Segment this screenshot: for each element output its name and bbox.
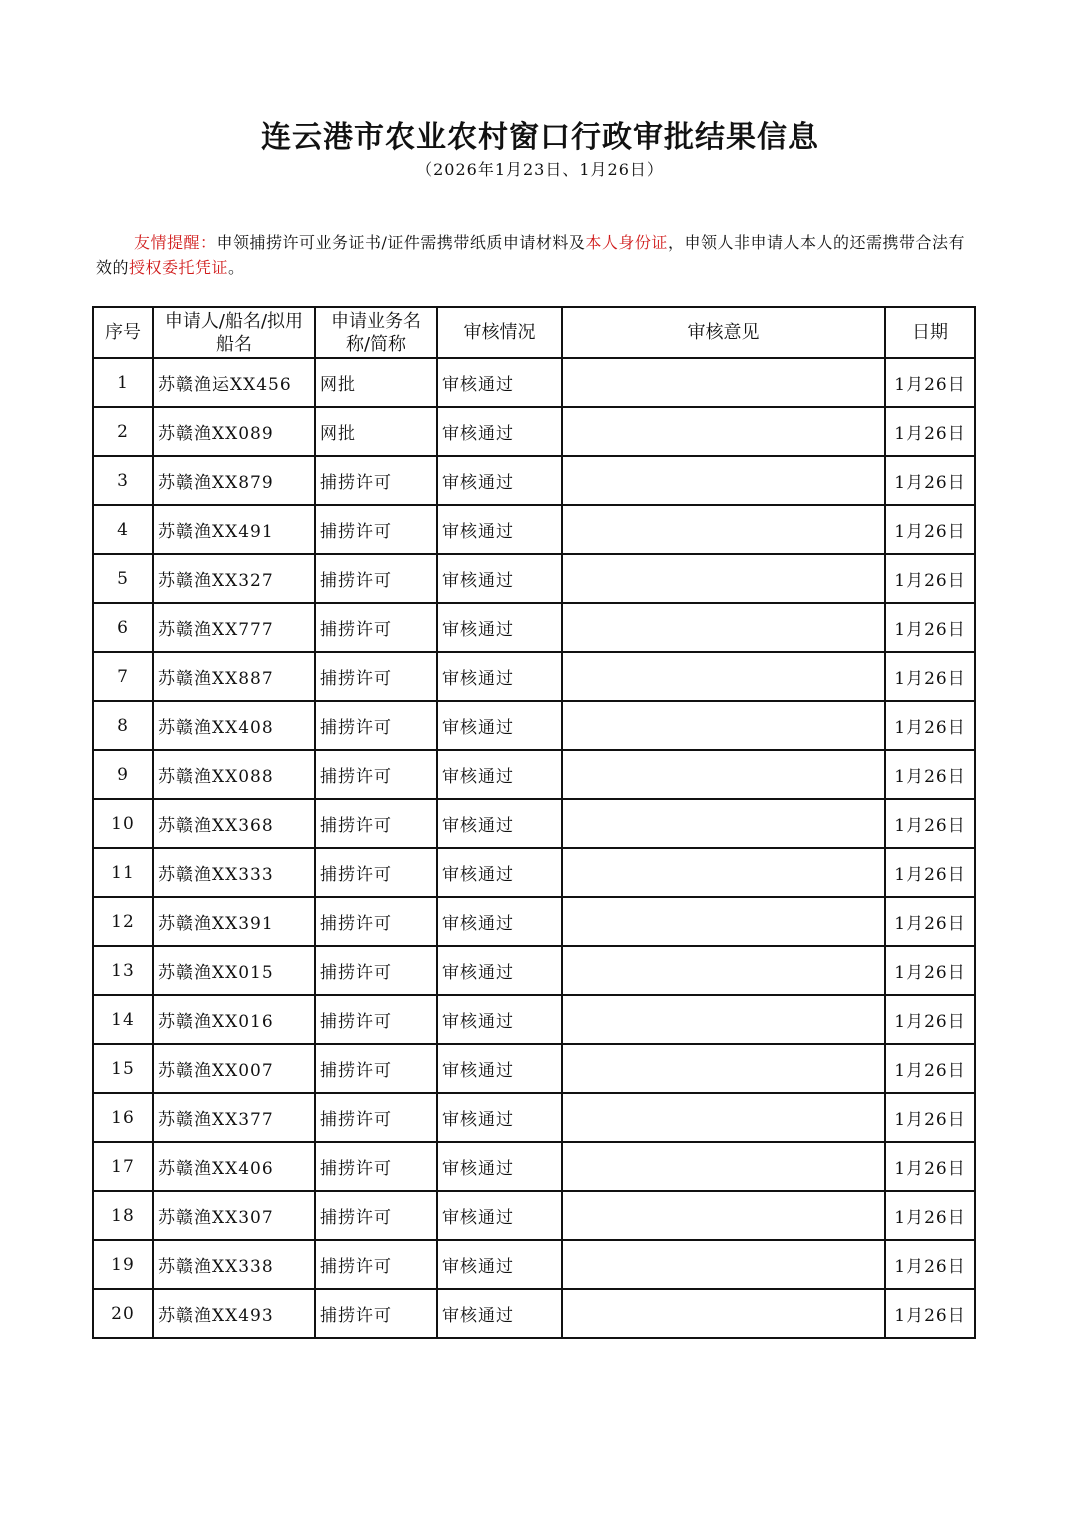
table-row (93, 750, 975, 799)
cell-opinion (562, 407, 885, 456)
cell-business: 捕捞许可 (315, 1044, 437, 1093)
cell-applicant: 苏赣渔运XX456 (153, 358, 315, 407)
cell-applicant: 苏赣渔XX491 (153, 505, 315, 554)
cell-status: 审核通过 (437, 603, 562, 652)
cell-applicant: 苏赣渔XX408 (153, 701, 315, 750)
cell-opinion (562, 1289, 885, 1338)
cell-business: 捕捞许可 (315, 1240, 437, 1289)
cell-status: 审核通过 (437, 1142, 562, 1191)
cell-applicant: 苏赣渔XX007 (153, 1044, 315, 1093)
cell-applicant: 苏赣渔XX088 (153, 750, 315, 799)
cell-business: 捕捞许可 (315, 603, 437, 652)
header-status: 审核情况 (437, 307, 562, 358)
cell-status: 审核通过 (437, 554, 562, 603)
page-title: 连云港市农业农村窗口行政审批结果信息 (261, 120, 819, 155)
cell-status: 审核通过 (437, 897, 562, 946)
cell-applicant: 苏赣渔XX089 (153, 407, 315, 456)
cell-opinion (562, 848, 885, 897)
cell-status: 审核通过 (437, 750, 562, 799)
cell-opinion (562, 1093, 885, 1142)
cell-applicant: 苏赣渔XX391 (153, 897, 315, 946)
table-row (93, 1289, 975, 1338)
cell-business: 捕捞许可 (315, 1093, 437, 1142)
cell-opinion (562, 554, 885, 603)
cell-business: 捕捞许可 (315, 897, 437, 946)
cell-date: 1月26日 (885, 946, 975, 995)
cell-opinion (562, 897, 885, 946)
cell-status: 审核通过 (437, 407, 562, 456)
cell-status: 审核通过 (437, 1289, 562, 1338)
table-row (93, 1240, 975, 1289)
notice-highlight-authorization: 授权委托凭证 (129, 258, 229, 277)
cell-applicant: 苏赣渔XX015 (153, 946, 315, 995)
cell-date: 1月26日 (885, 750, 975, 799)
cell-status: 审核通过 (437, 701, 562, 750)
cell-date: 1月26日 (885, 652, 975, 701)
cell-status: 审核通过 (437, 995, 562, 1044)
cell-applicant: 苏赣渔XX307 (153, 1191, 315, 1240)
cell-opinion (562, 652, 885, 701)
cell-applicant: 苏赣渔XX493 (153, 1289, 315, 1338)
cell-applicant: 苏赣渔XX406 (153, 1142, 315, 1191)
cell-no: 16 (93, 1093, 153, 1142)
page-subtitle: （2026年1月23日、1月26日） (416, 160, 664, 179)
notice-label: 友情提醒： (134, 233, 217, 252)
cell-opinion (562, 358, 885, 407)
cell-opinion (562, 799, 885, 848)
table-body (93, 358, 975, 1338)
cell-business: 捕捞许可 (315, 505, 437, 554)
cell-business: 捕捞许可 (315, 848, 437, 897)
cell-no: 1 (93, 358, 153, 407)
cell-business: 捕捞许可 (315, 701, 437, 750)
cell-status: 审核通过 (437, 505, 562, 554)
notice-text-1: 申领捕捞许可业务证书/证件需携带纸质申请材料及 (216, 233, 586, 252)
cell-no: 19 (93, 1240, 153, 1289)
table-row (93, 848, 975, 897)
cell-no: 13 (93, 946, 153, 995)
table-row (93, 603, 975, 652)
cell-no: 11 (93, 848, 153, 897)
table-row (93, 456, 975, 505)
cell-status: 审核通过 (437, 652, 562, 701)
cell-status: 审核通过 (437, 1240, 562, 1289)
cell-date: 1月26日 (885, 701, 975, 750)
cell-no: 14 (93, 995, 153, 1044)
cell-applicant: 苏赣渔XX368 (153, 799, 315, 848)
table-row (93, 1142, 975, 1191)
cell-opinion (562, 1142, 885, 1191)
notice-highlight-id-card: 本人身份证 (585, 233, 668, 252)
cell-business: 捕捞许可 (315, 995, 437, 1044)
cell-status: 审核通过 (437, 1093, 562, 1142)
cell-no: 6 (93, 603, 153, 652)
table-row (93, 358, 975, 407)
cell-status: 审核通过 (437, 1044, 562, 1093)
cell-opinion (562, 1044, 885, 1093)
cell-date: 1月26日 (885, 456, 975, 505)
notice-text-2: ，申领人非申请人本人的还需携带合法有效的 (96, 233, 965, 277)
cell-opinion (562, 1191, 885, 1240)
cell-date: 1月26日 (885, 1289, 975, 1338)
cell-date: 1月26日 (885, 995, 975, 1044)
cell-date: 1月26日 (885, 358, 975, 407)
cell-business: 捕捞许可 (315, 750, 437, 799)
cell-business: 捕捞许可 (315, 1191, 437, 1240)
cell-applicant: 苏赣渔XX327 (153, 554, 315, 603)
cell-no: 12 (93, 897, 153, 946)
cell-business: 捕捞许可 (315, 554, 437, 603)
results-table (92, 306, 976, 1339)
table-row (93, 407, 975, 456)
cell-date: 1月26日 (885, 1191, 975, 1240)
header-applicant: 申请人/船名/拟用船名 (153, 307, 315, 358)
cell-opinion (562, 701, 885, 750)
cell-applicant: 苏赣渔XX338 (153, 1240, 315, 1289)
cell-date: 1月26日 (885, 1093, 975, 1142)
cell-applicant: 苏赣渔XX777 (153, 603, 315, 652)
cell-date: 1月26日 (885, 1142, 975, 1191)
cell-no: 9 (93, 750, 153, 799)
cell-status: 审核通过 (437, 456, 562, 505)
cell-opinion (562, 946, 885, 995)
cell-status: 审核通过 (437, 358, 562, 407)
cell-date: 1月26日 (885, 554, 975, 603)
table-header-row (93, 307, 975, 358)
cell-business: 网批 (315, 358, 437, 407)
cell-applicant: 苏赣渔XX377 (153, 1093, 315, 1142)
cell-business: 捕捞许可 (315, 1289, 437, 1338)
cell-date: 1月26日 (885, 407, 975, 456)
table-row (93, 701, 975, 750)
table-row (93, 505, 975, 554)
cell-date: 1月26日 (885, 1044, 975, 1093)
cell-opinion (562, 456, 885, 505)
cell-no: 18 (93, 1191, 153, 1240)
cell-business: 捕捞许可 (315, 799, 437, 848)
cell-no: 8 (93, 701, 153, 750)
cell-opinion (562, 505, 885, 554)
header-date: 日期 (885, 307, 975, 358)
cell-applicant: 苏赣渔XX016 (153, 995, 315, 1044)
header-opinion: 审核意见 (562, 307, 885, 358)
cell-applicant: 苏赣渔XX887 (153, 652, 315, 701)
cell-date: 1月26日 (885, 799, 975, 848)
cell-opinion (562, 1240, 885, 1289)
cell-business: 网批 (315, 407, 437, 456)
header-no: 序号 (93, 307, 153, 358)
cell-date: 1月26日 (885, 897, 975, 946)
table-row (93, 995, 975, 1044)
notice-text-3: 。 (228, 258, 245, 277)
cell-opinion (562, 603, 885, 652)
cell-status: 审核通过 (437, 946, 562, 995)
cell-applicant: 苏赣渔XX879 (153, 456, 315, 505)
cell-no: 15 (93, 1044, 153, 1093)
cell-status: 审核通过 (437, 848, 562, 897)
cell-no: 10 (93, 799, 153, 848)
notice-paragraph (96, 230, 976, 280)
header-business: 申请业务名称/简称 (315, 307, 437, 358)
cell-no: 4 (93, 505, 153, 554)
cell-no: 20 (93, 1289, 153, 1338)
cell-no: 5 (93, 554, 153, 603)
table-row (93, 1191, 975, 1240)
cell-opinion (562, 750, 885, 799)
cell-status: 审核通过 (437, 799, 562, 848)
table-row (93, 554, 975, 603)
cell-no: 3 (93, 456, 153, 505)
table-row (93, 946, 975, 995)
cell-applicant: 苏赣渔XX333 (153, 848, 315, 897)
cell-business: 捕捞许可 (315, 456, 437, 505)
cell-no: 2 (93, 407, 153, 456)
table-row (93, 652, 975, 701)
cell-business: 捕捞许可 (315, 652, 437, 701)
table-row (93, 1044, 975, 1093)
cell-business: 捕捞许可 (315, 1142, 437, 1191)
cell-date: 1月26日 (885, 848, 975, 897)
cell-date: 1月26日 (885, 505, 975, 554)
table-row (93, 799, 975, 848)
cell-status: 审核通过 (437, 1191, 562, 1240)
cell-business: 捕捞许可 (315, 946, 437, 995)
cell-date: 1月26日 (885, 603, 975, 652)
cell-date: 1月26日 (885, 1240, 975, 1289)
cell-opinion (562, 995, 885, 1044)
table-row (93, 897, 975, 946)
cell-no: 7 (93, 652, 153, 701)
table-row (93, 1093, 975, 1142)
cell-no: 17 (93, 1142, 153, 1191)
